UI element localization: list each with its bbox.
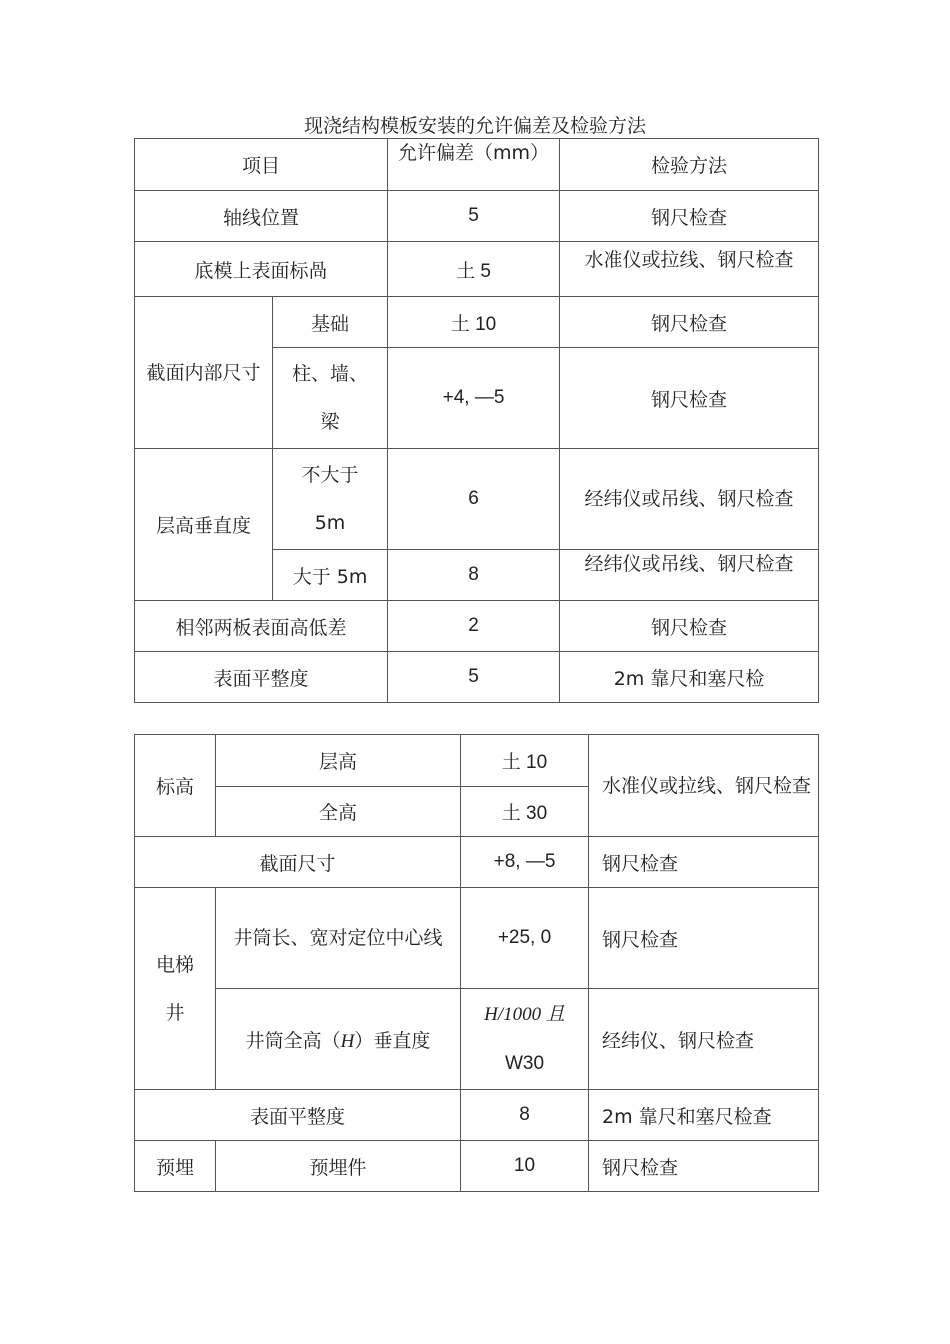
row-tolerance: +8, —5 [461, 837, 589, 888]
row-tolerance: 10 [461, 1141, 589, 1192]
ratio-text: /1000 且 [497, 1004, 565, 1025]
group-label: 标高 [135, 735, 216, 837]
row-item-text: 柱、墙、梁 [292, 363, 369, 433]
header-method: 检验方法 [560, 139, 819, 191]
row-item: 层高 [216, 735, 461, 787]
row-method: 钢尺检查 [589, 888, 819, 989]
row-item [216, 989, 461, 1090]
row-tolerance-text [461, 990, 588, 1088]
row-tolerance: 8 [461, 1090, 589, 1141]
row-item-text: 不大于5m [301, 464, 359, 534]
table-row [135, 191, 819, 242]
table-header-row [135, 139, 819, 191]
row-method-text: 水准仪或拉线、钢尺检查 [602, 774, 812, 797]
row-method-text: 水准仪或拉线、钢尺检查 [584, 249, 794, 271]
row-item: 表面平整度 [135, 652, 388, 703]
row-item [273, 449, 388, 550]
limit-text: W30 [504, 1053, 545, 1074]
row-method: 钢尺检查 [560, 191, 819, 242]
row-item: 底模上表面标咼 [135, 242, 388, 297]
table-row [135, 242, 819, 297]
row-method [560, 550, 819, 601]
group-label-text: 截面内部尺寸 [146, 361, 261, 384]
group-label-text: 电梯井 [155, 953, 194, 1024]
row-tolerance: 8 [388, 550, 560, 601]
row-method [560, 242, 819, 297]
row-method [589, 735, 819, 837]
tolerance-table-1 [134, 138, 819, 703]
row-tolerance: +4, —5 [388, 348, 560, 449]
row-method [560, 449, 819, 550]
row-tolerance: 5 [388, 191, 560, 242]
header-item: 项目 [135, 139, 388, 191]
row-method: 2m 靠尺和塞尺检查 [589, 1090, 819, 1141]
row-method: 钢尺检查 [589, 837, 819, 888]
row-item: 表面平整度 [135, 1090, 461, 1141]
table-row [135, 1141, 819, 1192]
row-tolerance: 土 5 [388, 242, 560, 297]
table-row [135, 735, 819, 787]
row-method: 经纬仪、钢尺检查 [589, 989, 819, 1090]
group-label [135, 297, 273, 449]
table-row [135, 297, 819, 348]
row-item [273, 348, 388, 449]
row-item: 基础 [273, 297, 388, 348]
table-row [135, 601, 819, 652]
row-item: 轴线位置 [135, 191, 388, 242]
row-method: 钢尺检查 [589, 1141, 819, 1192]
row-method: 钢尺检查 [560, 601, 819, 652]
group-label: 预埋 [135, 1141, 216, 1192]
row-item [216, 888, 461, 989]
table-row [135, 837, 819, 888]
table-row [135, 888, 819, 989]
group-label [135, 888, 216, 1090]
row-method: 钢尺检查 [560, 348, 819, 449]
table-row [135, 989, 819, 1090]
group-label: 层高垂直度 [135, 449, 273, 601]
table-row [135, 1090, 819, 1141]
row-tolerance: 土 10 [388, 297, 560, 348]
row-tolerance [461, 989, 589, 1090]
row-item: 大于 5m [273, 550, 388, 601]
row-tolerance: +25, 0 [461, 888, 589, 989]
table-row [135, 449, 819, 550]
header-tolerance-text: 允许偏差（mm） [398, 141, 550, 164]
row-method-text: 经纬仪或吊线、钢尺检查 [584, 553, 794, 575]
row-item: 全高 [216, 787, 461, 837]
table-row [135, 652, 819, 703]
row-tolerance: 2 [388, 601, 560, 652]
row-item-text: 井筒长、宽对定位中心线 [233, 927, 443, 949]
row-tolerance: 土 10 [461, 735, 589, 787]
row-item: 截面尺寸 [135, 837, 461, 888]
row-method: 2m 靠尺和塞尺检 [560, 652, 819, 703]
height-variable: H [340, 1030, 355, 1052]
page-title: 现浇结构模板安装的允许偏差及检验方法 [303, 115, 646, 137]
row-method-text: 经纬仪或吊线、钢尺检查 [584, 488, 794, 510]
row-tolerance: 土 30 [461, 787, 589, 837]
tolerance-table-2 [134, 734, 819, 1192]
row-tolerance: 6 [388, 449, 560, 550]
row-item-pre: 井筒全高（ [245, 1029, 341, 1052]
row-item: 相邻两板表面高低差 [135, 601, 388, 652]
header-tolerance [388, 139, 560, 191]
row-item-post: ）垂直度 [354, 1029, 431, 1052]
row-tolerance: 5 [388, 652, 560, 703]
row-item: 预埋件 [216, 1141, 461, 1192]
height-variable: H [484, 1004, 498, 1025]
row-method: 钢尺检查 [560, 297, 819, 348]
